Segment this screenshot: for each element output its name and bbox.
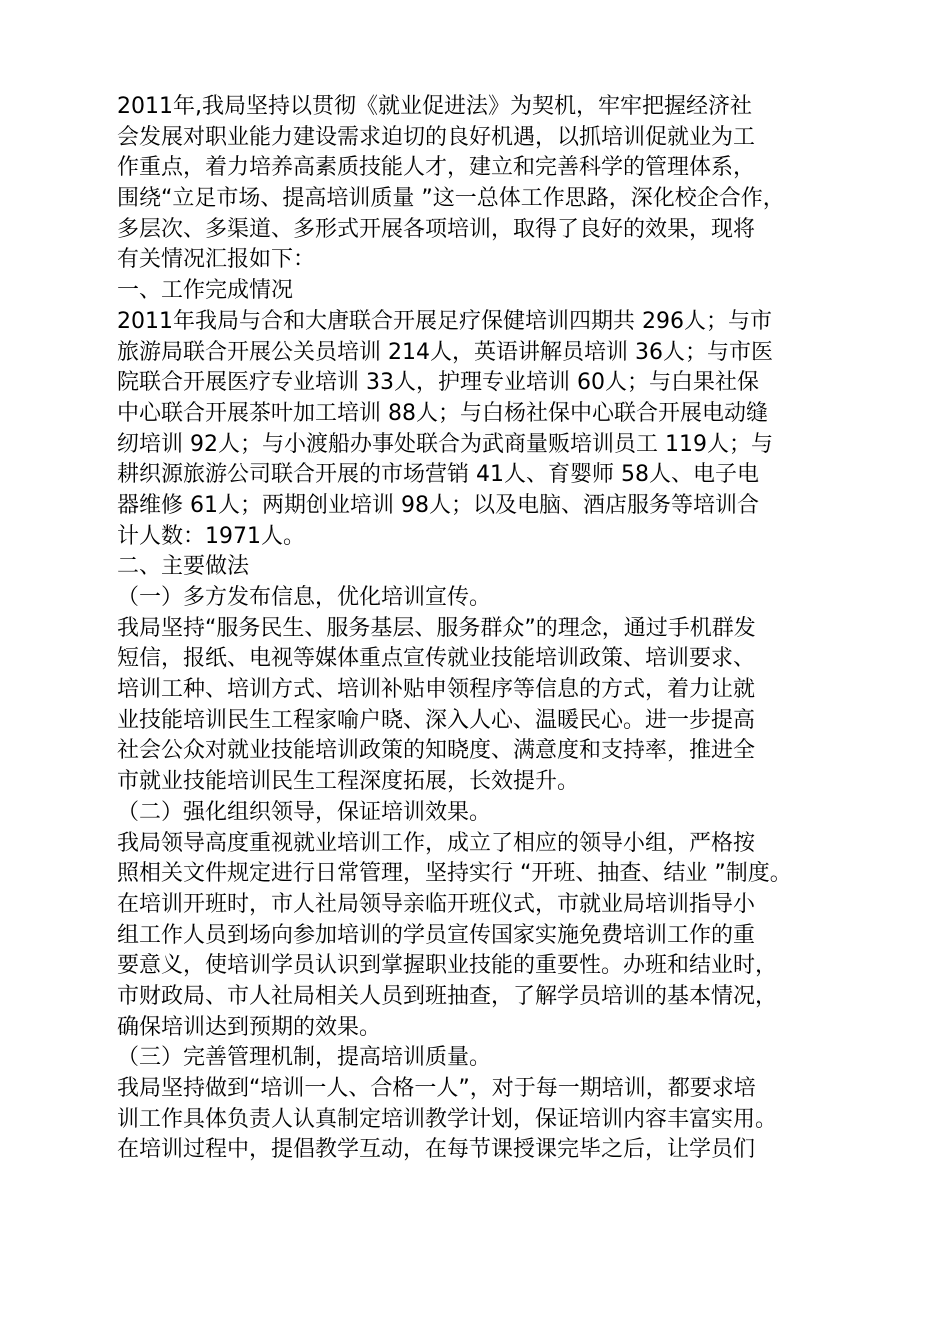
text-line: （二）强化组织领导，保证培训效果。 <box>117 799 492 825</box>
text-line: 培训工种、培训方式、培训补贴申领程序等信息的方式，着力让就 <box>117 677 756 703</box>
text-line: （三）完善管理机制，提高培训质量。 <box>117 1045 492 1071</box>
text-line: 二、主要做法 <box>117 554 250 580</box>
text-line: 市财政局、市人社局相关人员到班抽查，了解学员培训的基本情况， <box>117 983 778 1009</box>
text-line: 要意义，使培训学员认识到掌握职业技能的重要性。办班和结业时， <box>117 953 778 979</box>
text-line: 业技能培训民生工程家喻户晓、深入人心、温暖民心。进一步提高 <box>117 707 756 733</box>
text-line: 照相关文件规定进行日常管理，坚持实行 “开班、抽查、结业 ”制度。 <box>117 861 792 887</box>
text-line: 我局坚持“服务民生、服务基层、服务群众”的理念，通过手机群发 <box>117 615 756 641</box>
text-line: 作重点，着力培养高素质技能人才，建立和完善科学的管理体系， <box>117 155 756 181</box>
text-line: 短信，报纸、电视等媒体重点宣传就业技能培训政策、培训要求、 <box>117 646 756 672</box>
text-line: 我局坚持做到“培训一人、合格一人”，对于每一期培训，都要求培 <box>117 1076 756 1101</box>
text-line: 有关情况汇报如下： <box>117 247 316 273</box>
document-body <box>117 92 837 1166</box>
text-line: 我局领导高度重视就业培训工作，成立了相应的领导小组，严格按 <box>117 830 756 856</box>
text-line: 围绕“立足市场、提高培训质量 ”这一总体工作思路，深化校企合作， <box>117 186 785 212</box>
text-line: 2011年,我局坚持以贯彻《就业促进法》为契机，牢牢把握经济社 <box>117 94 752 119</box>
text-line: 会发展对职业能力建设需求迫切的良好机遇，以抓培训促就业为工 <box>117 124 756 150</box>
text-line: 器维修 61人；两期创业培训 98人；以及电脑、酒店服务等培训合 <box>117 492 759 518</box>
text-line: 市就业技能培训民生工程深度拓展，长效提升。 <box>117 769 580 795</box>
text-line: 一、工作完成情况 <box>117 278 294 304</box>
text-line: 多层次、多渠道、多形式开展各项培训，取得了良好的效果，现将 <box>117 216 756 242</box>
text-line: 中心联合开展茶叶加工培训 88人；与白杨社保中心联合开展电动缝 <box>117 400 768 426</box>
text-line: 在培训过程中，提倡教学互动，在每节课授课完毕之后，让学员们 <box>117 1137 756 1163</box>
text-line: 2011年我局与合和大唐联合开展足疗保健培训四期共 296人；与市 <box>117 308 772 334</box>
text-line: 旅游局联合开展公关员培训 214人，英语讲解员培训 36人；与市医 <box>117 339 773 365</box>
text-line: 确保培训达到预期的效果。 <box>117 1014 382 1040</box>
text-line: 组工作人员到场向参加培训的学员宣传国家实施免费培训工作的重 <box>117 922 756 948</box>
text-line: （一）多方发布信息，优化培训宣传。 <box>117 585 492 610</box>
text-line: 纫培训 92人；与小渡船办事处联合为武商量贩培训员工 119人；与 <box>117 431 773 457</box>
text-line: 社会公众对就业技能培训政策的知晓度、满意度和支持率，推进全 <box>117 738 756 764</box>
text-line: 计人数：1971人。 <box>117 523 305 549</box>
text-line: 院联合开展医疗专业培训 33人，护理专业培训 60人；与白果社保 <box>117 370 759 396</box>
text-line: 训工作具体负责人认真制定培训教学计划，保证培训内容丰富实用。 <box>117 1106 778 1132</box>
text-line: 耕织源旅游公司联合开展的市场营销 41人、育婴师 58人、电子电 <box>117 462 759 488</box>
text-line: 在培训开班时，市人社局领导亲临开班仪式，市就业局培训指导小 <box>117 891 756 917</box>
